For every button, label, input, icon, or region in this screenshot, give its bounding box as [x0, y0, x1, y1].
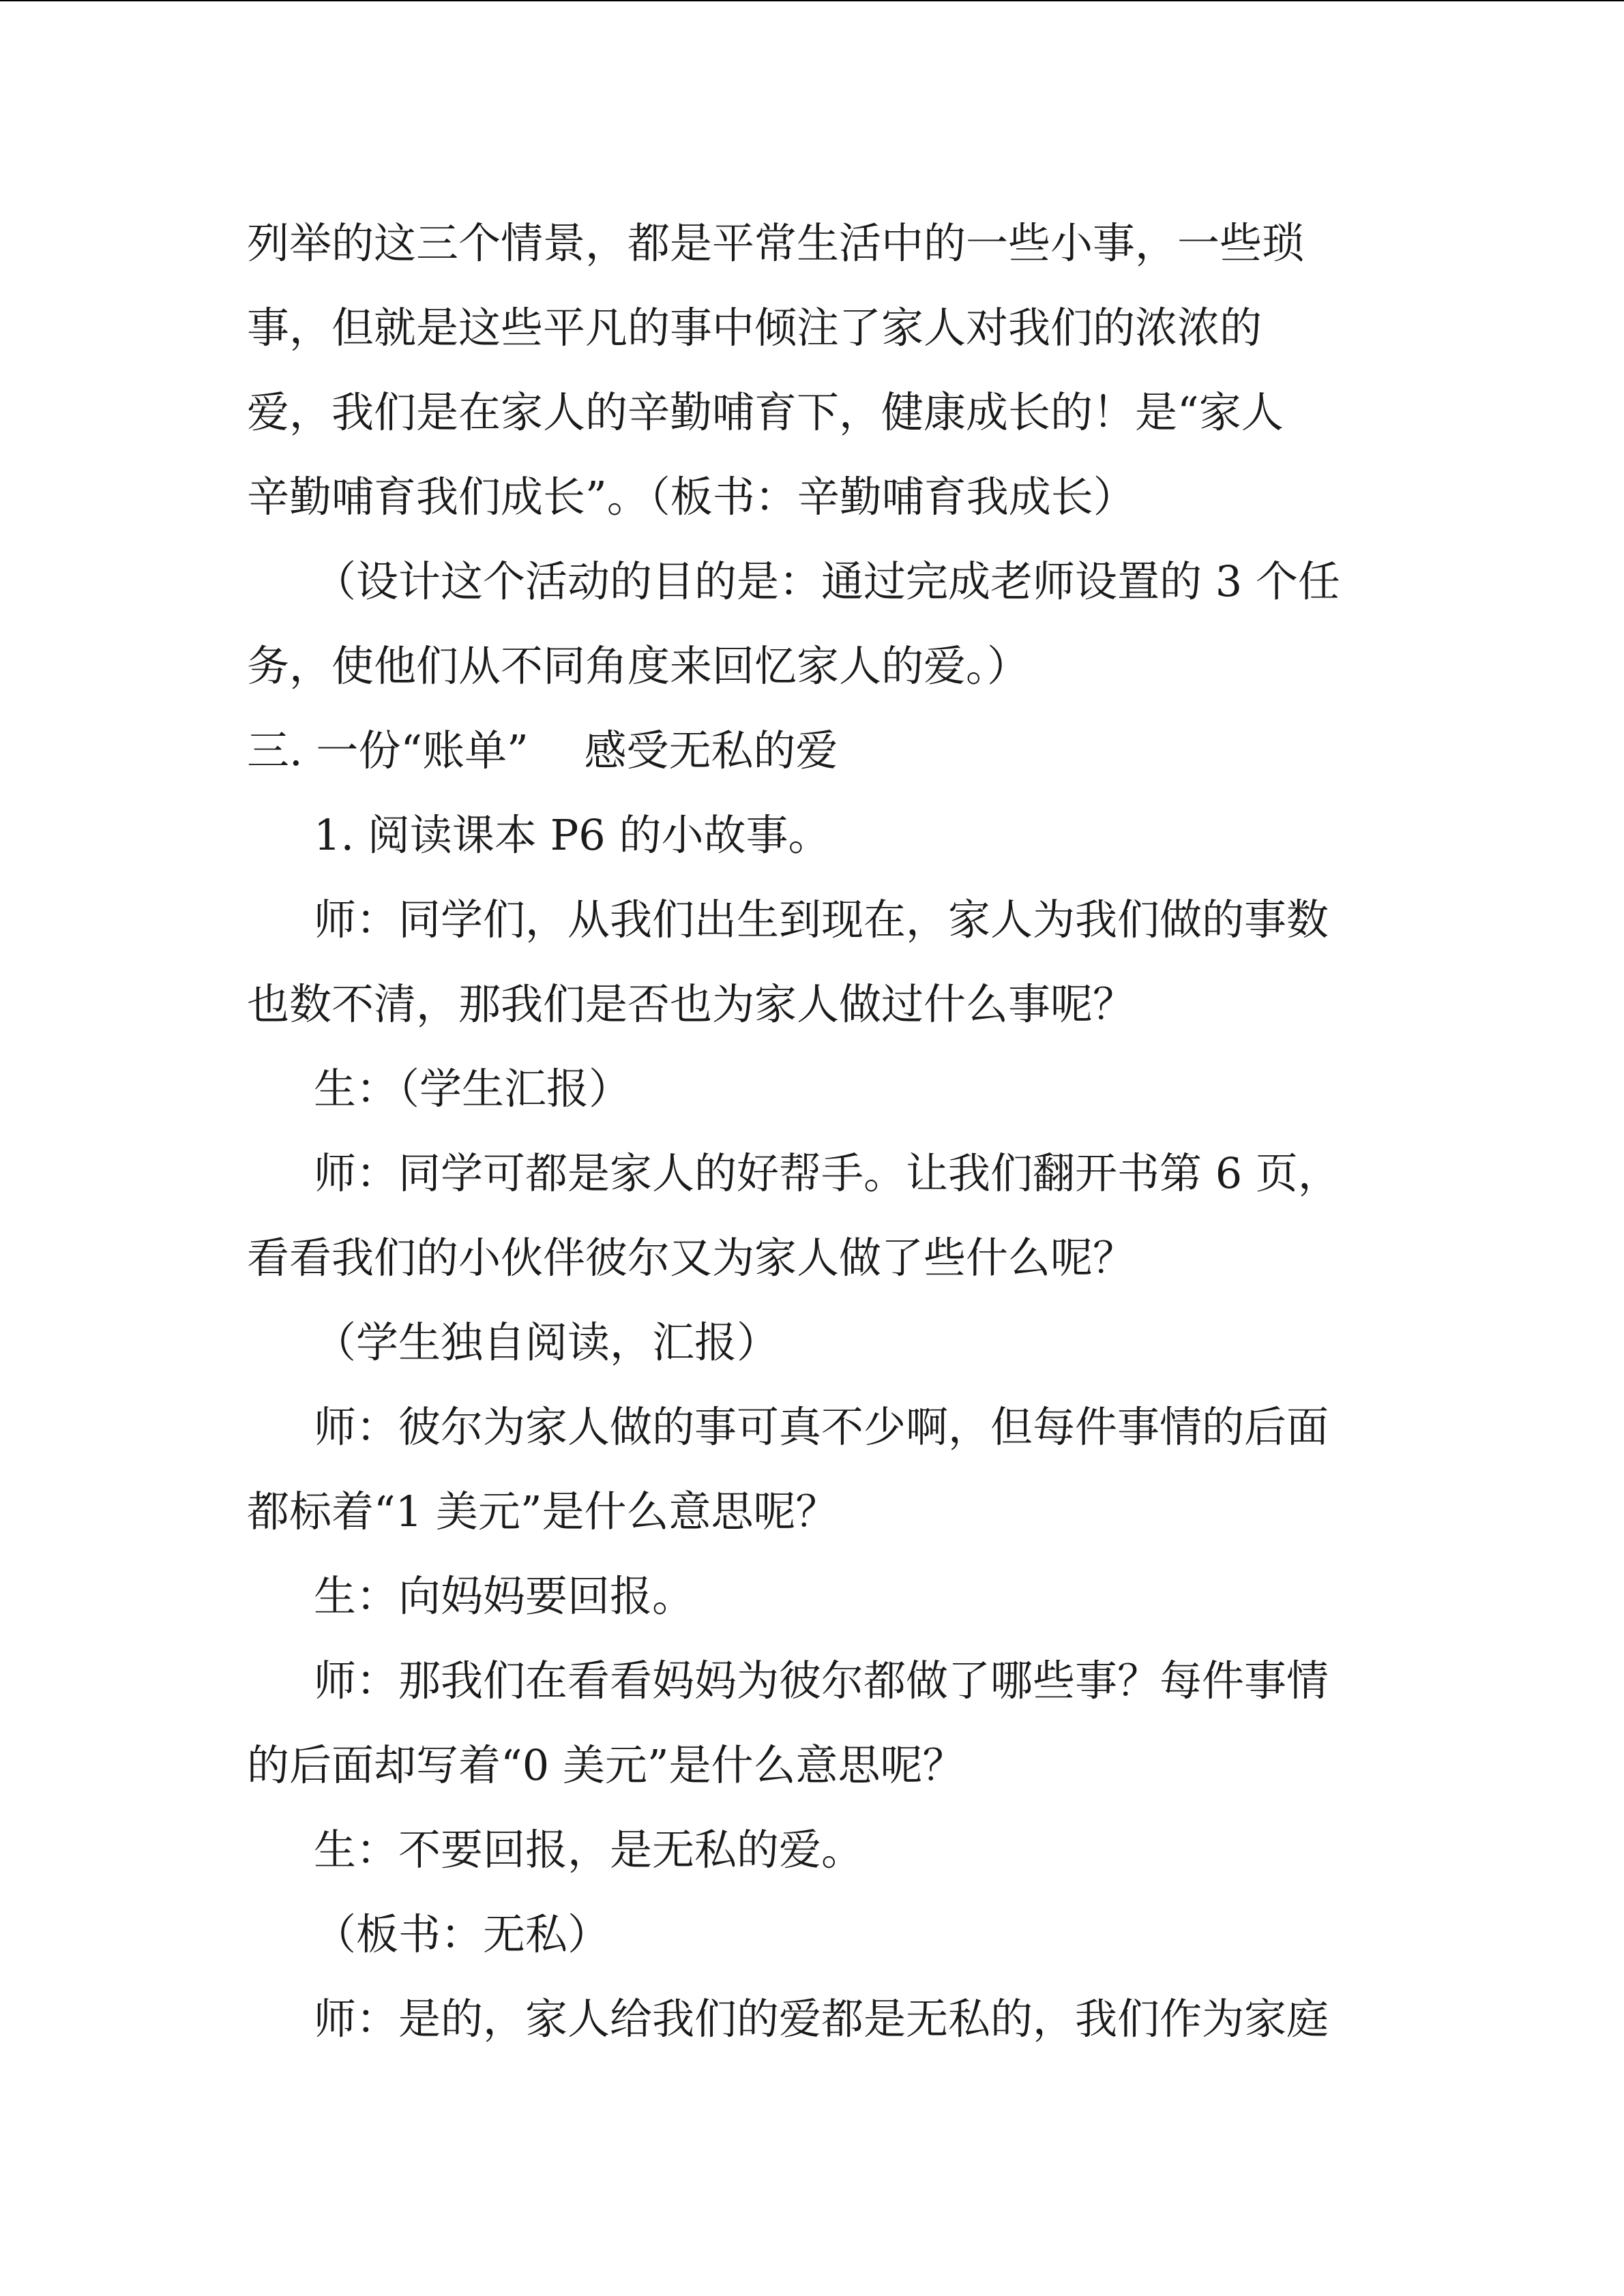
section-heading: 三. 一份“账单” 感受无私的爱: [247, 726, 838, 775]
text-line: 生：（学生汇报）: [314, 1064, 632, 1114]
text-line: （板书：无私）: [314, 1909, 610, 1959]
page-top-border: [0, 0, 1624, 1]
text-line: （设计这个活动的目的是：通过完成老师设置的 3 个任: [314, 556, 1340, 606]
text-line: 列举的这三个情景，都是平常生活中的一些小事，一些琐: [247, 218, 1305, 268]
text-line: 爱，我们是在家人的辛勤哺育下，健康成长的！是“家人: [247, 387, 1284, 437]
text-line: 生：向妈妈要回报。: [314, 1571, 695, 1621]
text-line: 师：同学们，从我们出生到现在，家人为我们做的事数: [314, 895, 1329, 944]
text-line: 事，但就是这些平凡的事中倾注了家人对我们的浓浓的: [247, 303, 1263, 353]
document-body: [247, 201, 1365, 2061]
text-line: 1. 阅读课本 P6 的小故事。: [314, 810, 831, 860]
text-line: 师：同学可都是家人的好帮手。让我们翻开书第 6 页，: [314, 1148, 1340, 1198]
text-line: 生：不要回报，是无私的爱。: [314, 1825, 864, 1875]
text-line: 师：彼尔为家人做的事可真不少啊，但每件事情的后面: [314, 1402, 1329, 1452]
text-line: 看看我们的小伙伴彼尔又为家人做了些什么呢？: [247, 1233, 1136, 1283]
text-line: 务，使他们从不同角度来回忆家人的爱。）: [247, 641, 1030, 691]
text-line: 师：那我们在看看妈妈为彼尔都做了哪些事？每件事情: [314, 1656, 1329, 1705]
text-line: 也数不清，那我们是否也为家人做过什么事呢？: [247, 979, 1136, 1029]
text-line: 师：是的，家人给我们的爱都是无私的，我们作为家庭: [314, 1994, 1329, 2044]
text-line: 都标着“1 美元”是什么意思呢？: [247, 1487, 838, 1536]
text-line: （学生独自阅读，汇报）: [314, 1317, 780, 1367]
text-line: 的后面却写着“0 美元”是什么意思呢？: [247, 1740, 965, 1790]
text-line: 辛勤哺育我们成长”。（板书：辛勤哺育我成长）: [247, 472, 1136, 522]
